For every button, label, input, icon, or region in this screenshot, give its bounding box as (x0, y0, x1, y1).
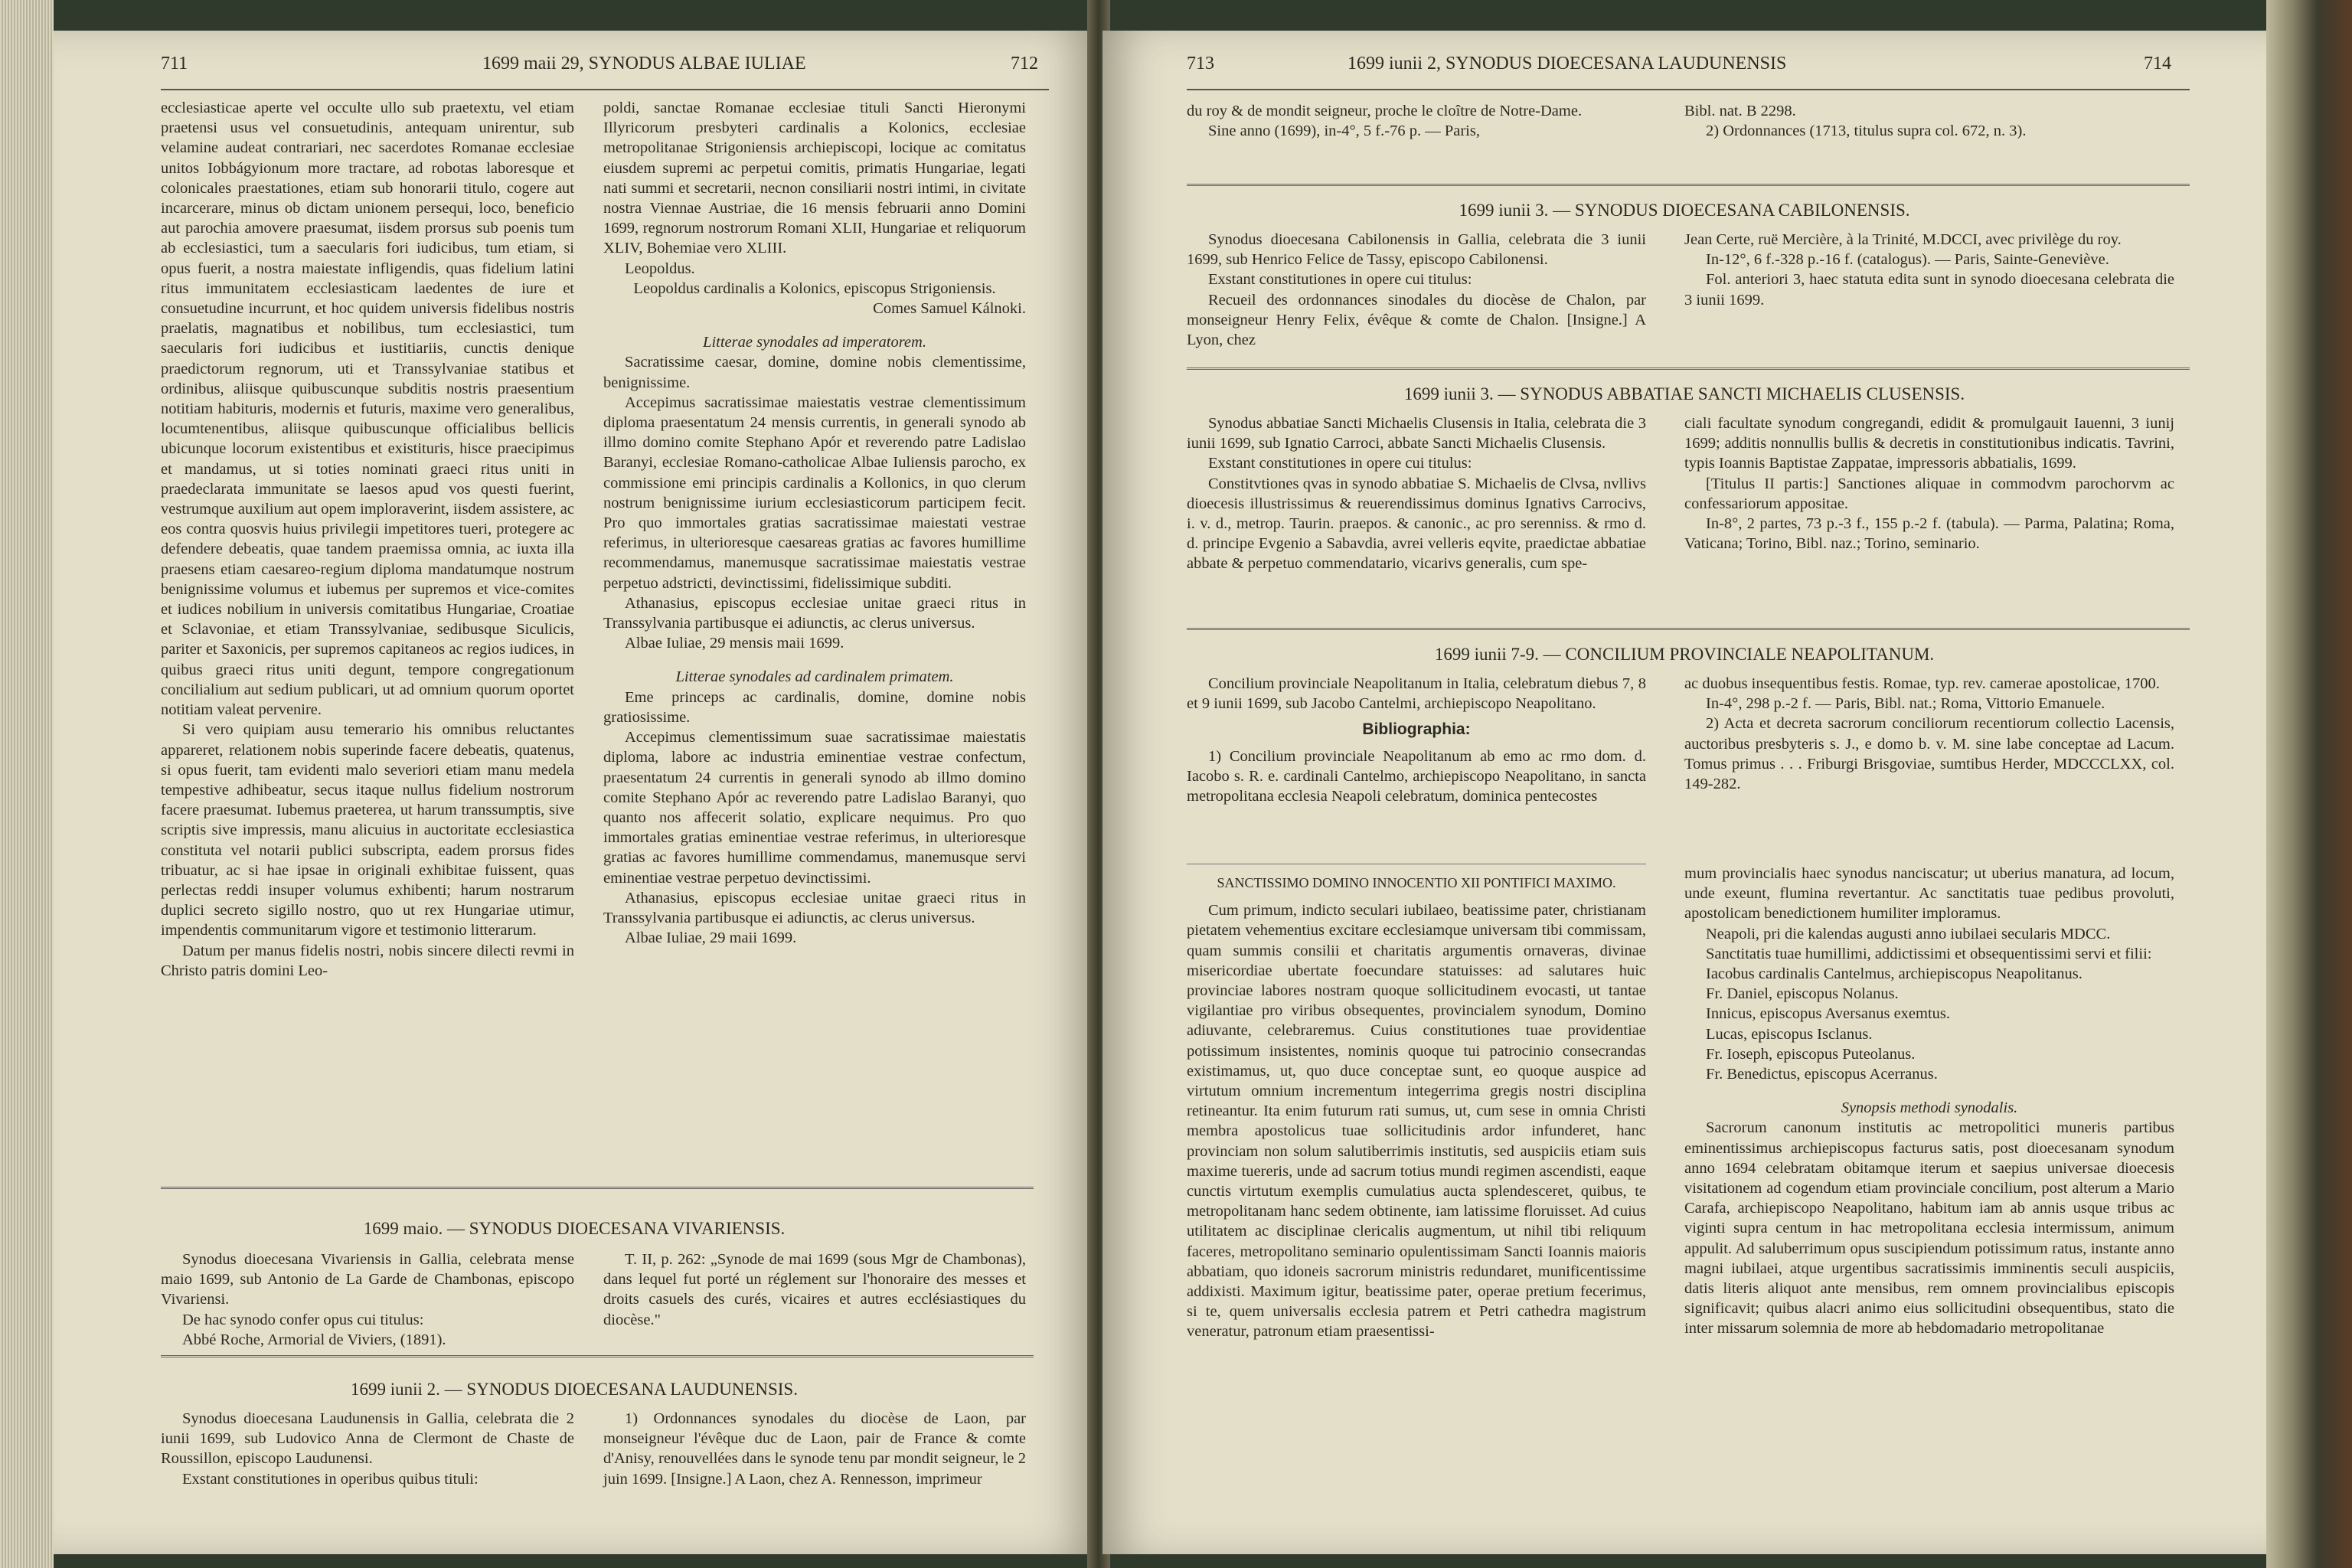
column-right (1684, 674, 2174, 794)
header-rule (161, 89, 1049, 90)
page-stack-edge (0, 0, 54, 1568)
section-divider (161, 1187, 1034, 1189)
paragraph: Exstant constitutiones in operibus quibus tituli: (182, 1470, 479, 1488)
column-left (1187, 413, 1646, 574)
paragraph: In-12°, 6 f.-328 p.-16 f. (catalogus). — Paris, Sainte-Geneviève. (1706, 251, 2109, 269)
paragraph: 1) Concilium provinciale Neapolitanum ab emo ac rmo dom. d. Iacobo s. R. e. cardinali Cantelmo, archiepiscopo Neapolitano, in sancta metropolitana ecclesia Neapoli celebratum, dominica pentecostes (1187, 747, 1646, 805)
signature: Lucas, episcopus Isclanus. (1706, 1025, 1873, 1043)
paragraph: Sanctitatis tuae humillimi, addictissimi et obsequentissimi servi et filii: (1706, 945, 2152, 962)
column-left (161, 98, 574, 981)
paragraph: Jean Certe, ruë Mercière, à la Trinité, M.DCCI, avec privilège du roy. (1684, 231, 2122, 248)
section-title: 1699 iunii 2. — SYNODUS DIOECESANA LAUDUNENSIS. (351, 1380, 798, 1399)
page-number: 712 (1011, 54, 1038, 74)
paragraph: Neapoli, pri die kalendas augusti anno iubilaei secularis MDCC. (1706, 925, 2111, 942)
paragraph: De hac synodo confer opus cui titulus: (182, 1311, 424, 1328)
paragraph: ciali facultate synodum congregandi, edidit & promulgauit Iauenni, 3 iunij 1699; additis nonnullis bullis & decretis in constitutionibus indicatis. Tavrini, typis Ioannis Baptistae Zappatae, impressoris abbatialis, 1699. (1684, 415, 2174, 472)
paragraph: 2) Ordonnances (1713, titulus supra col. 672, n. 3). (1706, 122, 2027, 140)
paragraph: Eme princeps ac cardinalis, domine, domine nobis gratiosissime. (603, 688, 1026, 726)
paragraph: Synodus dioecesana Laudunensis in Gallia, celebrata die 2 iunii 1699, sub Ludovico Anna de Clermont de Chaste de Roussillon, episcopo Laudunensi. (161, 1410, 574, 1468)
paragraph: Datum per manus fidelis nostri, nobis sincere dilecti revmi in Christo patris domini Leo- (161, 942, 574, 979)
paragraph: 1) Ordonnances synodales du diocèse de Laon, par monseigneur l'évêque duc de Laon, pair de France & comte d'Anisy, renouvellées dans le synode tenu par mondit seigneur, le 2 juin 1699. [Insigne.] A Laon, chez A. Rennesson, imprimeur (603, 1410, 1026, 1488)
section-divider (1187, 368, 2190, 370)
signature: Innicus, episcopus Aversanus exemtus. (1706, 1005, 1951, 1023)
paragraph: Synodus abbatiae Sancti Michaelis Clusensis in Italia, celebrata die 3 iunii 1699, sub Ignatio Carroci, abbate Sancti Michaelis Clusensis. (1187, 415, 1646, 452)
header-rule (1187, 89, 2190, 90)
column-left (161, 1250, 574, 1350)
book-cover-edge (2266, 0, 2352, 1568)
section-divider (161, 1355, 1034, 1357)
signature: Iacobus cardinalis Cantelmus, archiepiscopus Neapolitanus. (1706, 965, 2082, 983)
header-title: 1699 iunii 2, SYNODUS DIOECESANA LAUDUNENSIS (1348, 54, 1787, 74)
paragraph: poldi, sanctae Romanae ecclesiae tituli Sancti Hieronymi Illyricorum presbyteri cardinalis a Kolonics, ecclesiae metropolitanae Strigoniensis archiepiscopi, locique ac comitatus eiusdem supremi ac perpetui comitis, primatis Hungariae, legati nati summi et secretarii, necnon consiliarii nostri intimi, in civitate nostra Viennae Austriae, die 16 mensis februarii anno Domini 1699, regnorum nostrorum Romani XLII, Hungariae et reliquorum XLIV, Bohemiae vero XLIII. (603, 100, 1026, 257)
running-header-right (1102, 54, 2266, 84)
signature: Leopoldus. (625, 260, 695, 277)
section-title: 1699 iunii 3. — SYNODUS DIOECESANA CABILONENSIS. (1459, 201, 1910, 220)
column-left (1187, 674, 1646, 806)
column-right (603, 1250, 1026, 1330)
letter-heading: SANCTISSIMO DOMINO INNOCENTIO XII PONTIFICI MAXIMO. (1217, 875, 1616, 890)
paragraph: Si vero quipiam ausu temerario his omnibus reluctantes appareret, relationem nobis superinde facere debeatis, quatenus, si opus fuerit, tam evidenti malo severiori etiam manu medela tempestive adhibeatur, secus itaque nullus fidelium nostrorum facere praesumat. Iubemus praeterea, ut harum transsumptis, sive scriptis sive impressis, manu alicuius in auctoritate ecclesiastica constituta vel notarii publici subscripta, eadem prorsus fides tribuatur, ac si hae ipsae in originali exhibitae fuissent, quas perlectas reddi insuper volumus exhibenti; harum nostrarum duplici secreto sigillo nostro, quo ut rex Hungariae utimur, impendentis communitarum vigore et testimonio litterarum. (161, 721, 574, 939)
subheading: Litterae synodales ad cardinalem primatem. (675, 668, 954, 686)
column-left (1187, 101, 1646, 141)
paragraph: Recueil des ordonnances sinodales du diocèse de Chalon, par monseigneur Henry Felix, évêque & comte de Chalon. [Insigne.] A Lyon, chez (1187, 291, 1646, 349)
paragraph: ac duobus insequentibus festis. Romae, typ. rev. camerae apostolicae, 1700. (1684, 675, 2160, 692)
column-right (1684, 101, 2174, 141)
section-divider (1187, 628, 2190, 630)
paragraph: T. II, p. 262: „Synode de mai 1699 (sous Mgr de Chambonas), dans lequel fut porté un réglement sur l'honoraire des messes et droits casuels des curés, vicaires et autres ecclésiastiques du diocèse." (603, 1251, 1026, 1328)
signature: Fr. Ioseph, episcopus Puteolanus. (1706, 1045, 1916, 1063)
paragraph: Accepimus clementissimum suae sacratissimae maiestatis diploma, labore ac industria eminentiae vestrae confectum, praesentatum 24 currentis in generali synodo ab illmo domino comite Stephano Apór ac reverendo patre Ladislao Baranyi, quo quanto nos affecerit solatio, explicare nequimus. Pro quo immortales gratias eminentiae vestrae referimus, in ulterioresque gratias ac favores humillime commendamus, manemusque servi eminentiae vestrae perpetuo devinctissimi. (603, 729, 1026, 887)
paragraph: Exstant constitutiones in opere cui titulus: (1208, 271, 1472, 289)
signature: Fr. Benedictus, episcopus Acerranus. (1706, 1066, 1938, 1083)
column-left (1187, 873, 1646, 1342)
paragraph: Accepimus sacratissimae maiestatis vestrae clementissimum diploma praesentatum 24 mensis currentis, in generali synodo ab illmo domino comite Stephano Apór et reverendo patre Ladislao Baranyi, ecclesiae Romano-catholicae Albae Iuliensis parocho, ex commissione emi principis cardinalis a Kollonics, in quo clerum nostrum benignissime iurium ecclesiasticorum participem fecit. Pro quo immortales gratias sacratissimae maiestati vestrae referimus, in ulterioresque caesareas gratias ac favores humillime recommendamus, manemusque sacratissimae maiestatis vestrae perpetuo adstricti, devinctissimi, fidelissimique subditi. (603, 394, 1026, 592)
section-title: 1699 maio. — SYNODUS DIOECESANA VIVARIENSIS. (363, 1219, 786, 1238)
paragraph: Cum primum, indicto seculari iubilaeo, beatissime pater, christianam pietatem vehementius excitare ecclesiamque universam tibi commissam, quam summis consilii et charitatis argumentis ornaveras, divinae misericordiae ubertate foecundare statuisses: ad salutares huic provinciae labores nostram quoque sollicitudinem evocasti, ut tantae vigilantiae pro viribus obsequentes, provincialem synodum, Domino adiuvante, celebraremus. Cuius constitutiones tuae providentiae potissimum insistentes, nominis quoque tui patrocinio consecrandas existimamus, ut, quo duce conceptae sunt, eo quoque auspice ad virtutum omnium incrementum integerrima gregis nostri disciplina retineantur. Ita enim futurum rati sumus, ut, cum sese in omnia Christi membra apostolicus tuae sollicitudinis ardor infunderet, hanc provinciam non solum salutiberrimis institutis, sed auspiciis etiam suis maxime tuereris, unde ad sacrum totius mundi regimen ascendisti, eaque cunctis virtutum exemplis cumulatius aucta splendesceret, quibus, te metropolitanam hanc sedem obtinente, iam latissime floruisset. Ad cuius utilitatem ac disciplinae clericalis augmentum, ut nihil tibi reliquum faceres, metropolitano seminario opulentissimam Sancti Ioannis maioris abbatiam, quo idoneis sacrorum ministris redundaret, munificentissime addixisti. Maximum igitur, beatissime pater, operae pretium fecerimus, si te, quem universalis ecclesia patrem et Petri cathedra magistrum veneratur, patronum etiam praesentissi- (1187, 902, 1646, 1341)
signature: Fr. Daniel, episcopus Nolanus. (1706, 985, 1899, 1003)
section-divider (1187, 184, 2190, 186)
section-title: 1699 iunii 3. — SYNODUS ABBATIAE SANCTI MICHAELIS CLUSENSIS. (1403, 384, 1965, 403)
paragraph: Concilium provinciale Neapolitanum in Italia, celebratum diebus 7, 8 et 9 iunii 1699, sub Jacobo Cantelmi, archiepiscopo Neapolitano. (1187, 675, 1646, 713)
paragraph: Sacratissime caesar, domine, domine nobis clementissime, benignissime. (603, 354, 1026, 391)
paragraph: Athanasius, episcopus ecclesiae unitae graeci ritus in Transsylvania partibusque ei adiunctis, ac clerus universus. (603, 594, 1026, 632)
paragraph: Abbé Roche, Armorial de Viviers, (1891). (182, 1331, 446, 1348)
paragraph: In-4°, 298 p.-2 f. — Paris, Bibl. nat.; Roma, Vittorio Emanuele. (1706, 695, 2105, 713)
page-number: 713 (1187, 54, 1214, 74)
paragraph: Sacrorum canonum institutis ac metropolitici muneris partibus eminentissimus archiepiscopus facturus satis, post dioecesanam synodum anno 1694 celebratam obitamque iterum et saepius universae dioecesis visitationem ad cogendum etiam provinciale concilium, post alterum a Mario Carafa, archiepiscopo Neapolitano, habitum iam ab annis usque tribus ac viginti supra centum in hac metropolitana ecclesia intermissum, animum appulit. Ad saluberrimum opus suscipiendum potissimum ratus, instante anno magni iubilaei, atque urgentibus sacratissimis imminentis seculi auspiciis, datis literis aliquot ante mensibus, rem omnem provincialibus episcopis significavit; quibus alacri animo eius sollicitudini obsequentibus, stato die inter missarum solemnia de more ab hebdomadario metropolitanae (1684, 1119, 2174, 1338)
paragraph: Athanasius, episcopus ecclesiae unitae graeci ritus in Transsylvania partibusque ei adiunctis, ac clerus universus. (603, 889, 1026, 926)
page-number: 714 (2144, 54, 2171, 74)
paragraph: Sine anno (1699), in-4°, 5 f.-76 p. — Paris, (1208, 122, 1480, 140)
paragraph: 2) Acta et decreta sacrorum conciliorum recentiorum collectio Lacensis, auctoribus presbyteris s. J., e domo b. v. M. sine labe conceptae ad Lacum. Tomus primus . . . Friburgi Brisgoviae, sumtibus Herder, MDCCCLXX, col. 149-282. (1684, 715, 2174, 793)
running-header-left (54, 54, 1095, 84)
signature: Leopoldus cardinalis a Kolonics, episcopus Strigoniensis. (633, 279, 996, 297)
column-right (603, 1409, 1026, 1489)
paragraph: Exstant constitutiones in opere cui titulus: (1208, 455, 1472, 472)
paragraph: Albae Iuliae, 29 maii 1699. (625, 929, 797, 947)
paragraph: Fol. anteriori 3, haec statuta edita sunt in synodo dioecesana celebrata die 3 iunii 1699. (1684, 271, 2174, 309)
column-right (1684, 864, 2174, 1339)
paragraph: ecclesiasticae aperte vel occulte ullo sub praetextu, vel etiam praetensi usus vel consuetudinis, antequam unirentur, sub velamine audeat contrariari, nec sacerdotes Romanae ecclesiae unitos Iobbágyionum more tractare, ad robotas laboresque et colonicales praestationes, etiam sub honorarii titulo, cogere aut incarcerare, minus ob dictam unionem persequi, loco, beneficio aut parochia amovere praesumat, iisdem prorsus sub poenis tum ab ecclesiastici, tum a saecularis fori iudicibus, tum etiam, si opus fuerit, a nostra maiestate infligendis, quas fidelium latini ritus immunitatem ecclesiasticam laedentes de iure et consuetudine incurrunt, et hoc quidem universis fidelibus nostris praelatis, magnatibus et nobilibus, tum ecclesiastici, tum saecularis fori iudicibus et iustitiariis, cunctis denique praedictorum regnorum, uti et Transsylvaniae statibus et ordinibus, aliisque quibuscunque subditis nostris praesentium notitiam habituris, modernis et futuris, maxime vero generalibus, locumtenentibus, aliisque quibuscunque officialibus bellicis ubicunque locorum existentibus et existituris, hisce praecipimus et mandamus, ut si toties nominati graeci ritus uniti in praedeclarata immunitate se laesos apud vos questi fuerint, vestrumque auxilium aut opem imploraverint, iisdem assistere, ac eos contra quosvis huius privilegii impetitores tueri, protegere ac defendere debeatis, quae tandem praemissa omnia, ac iuxta illa praesens etiam caesareo-regium diploma mandatumque nostrum benignissime volumus et iubemus per supremos et vice-comites et iudices nobilium in universis comitatibus Hungariae, Croatiae et Sclavoniae, et etiam Transsylvaniae, sedibusque Siculicis, pariter et Saxonicis, per supremos capitaneos ac regios iudices, in quibus graeci ritus uniti degunt, tempore congregationum concilialium aut sedium publicari, ut ad omnium quorum oportet notitiam valeat pervenire. (161, 100, 574, 719)
signature: Comes Samuel Kálnoki. (873, 300, 1026, 318)
paragraph: Constitvtiones qvas in synodo abbatiae S. Michaelis de Clvsa, nvllivs dioecesis illustrissimus & reuerendissimus dominus Ignativs Carrocivs, i. v. d., metrop. Taurin. praepos. & canonic., ac pro serenniss. & rmo d. d. principe Evgenio a Sabavdia, avrei velleris eqvite, praedictae abbatiae abbate & perpetuo commendatario, vicarivs generalis, cum spe- (1187, 475, 1646, 573)
section-title: 1699 iunii 7-9. — CONCILIUM PROVINCIALE NEAPOLITANUM. (1434, 645, 1935, 664)
paragraph: Synodus dioecesana Vivariensis in Gallia, celebrata mense maio 1699, sub Antonio de La Garde de Chambonas, episcopo Vivariensi. (161, 1251, 574, 1308)
paragraph: In-8°, 2 partes, 73 p.-3 f., 155 p.-2 f. (tabula). — Parma, Palatina; Roma, Vaticana; Torino, Bibl. naz.; Torino, seminario. (1684, 515, 2174, 553)
bibliography-heading: Bibliographia: (1362, 720, 1471, 739)
page-number: 711 (161, 54, 188, 74)
paragraph: Bibl. nat. B 2298. (1684, 103, 1796, 119)
column-left (161, 1409, 574, 1489)
right-page (1102, 31, 2266, 1554)
paragraph: Synodus dioecesana Cabilonensis in Gallia, celebrata die 3 iunii 1699, sub Henrico Felice de Tassy, episcopo Cabilonensi. (1187, 231, 1646, 269)
header-title: 1699 maii 29, SYNODUS ALBAE IULIAE (482, 54, 806, 74)
paragraph: mum provincialis haec synodus nanciscatur; ut uberius manatura, ad locum, unde exeunt, flumina revertantur. Ac sanctitatis tuae pedibus provoluti, apostolicam benedictionem humiliter imploramus. (1684, 865, 2174, 923)
left-page (54, 31, 1095, 1554)
column-right (1684, 230, 2174, 310)
subheading: Synopsis methodi synodalis. (1841, 1099, 2018, 1117)
paragraph: [Titulus II partis:] Sanctiones aliquae in commodvm parochorvm ac confessariorum appositae. (1684, 475, 2174, 512)
subheading: Litterae synodales ad imperatorem. (703, 334, 926, 351)
column-left (1187, 230, 1646, 350)
paragraph: du roy & de mondit seigneur, proche le cloître de Notre-Dame. (1187, 103, 1583, 119)
column-right (603, 98, 1026, 948)
paragraph: Albae Iuliae, 29 mensis maii 1699. (625, 635, 844, 652)
column-right (1684, 413, 2174, 554)
